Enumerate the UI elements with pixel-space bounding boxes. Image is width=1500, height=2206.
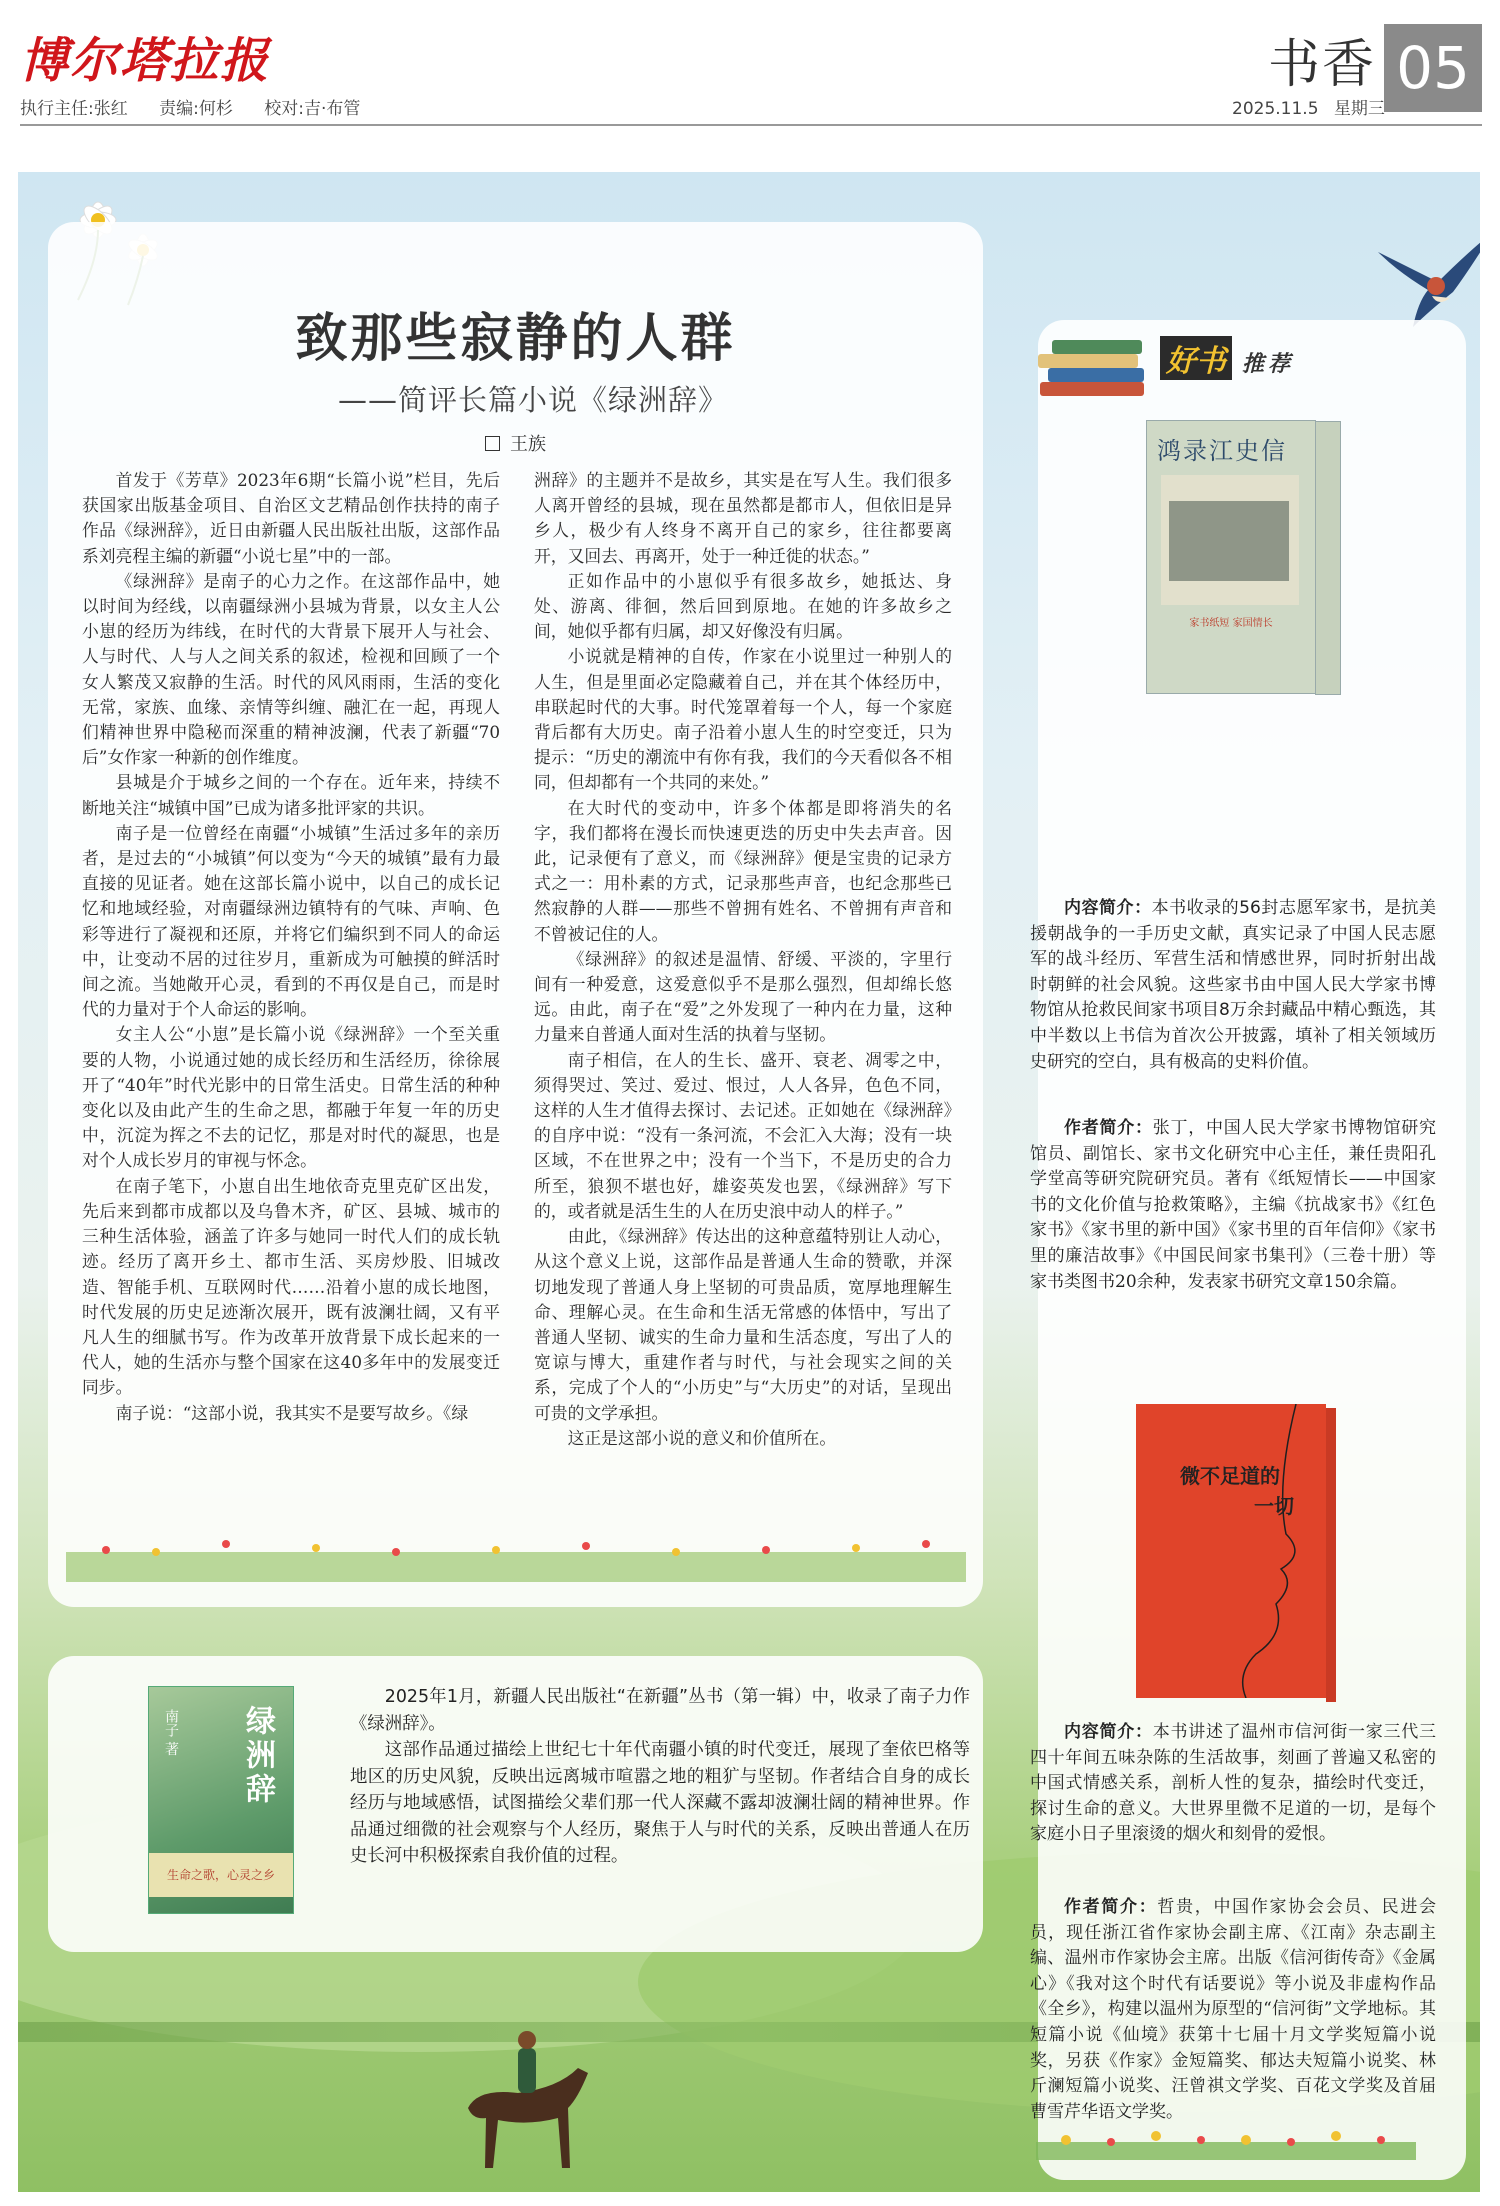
credit-proofreader: 校对:吉·布管: [264, 99, 361, 119]
paragraph: 南子是一位曾经在南疆“小城镇”生活过多年的亲历者，是过去的“小城镇”何以变为“今天的城镇”最有力最直接的见证者。她在这部长篇小说中，以自己的成长记忆和地域经验，对南疆绿洲边镇特有的气味、声响、色彩等进行了凝视和还原，并将它们编织到不同人的命运中，让变动不居的过往岁月，重新成为可触摸的鲜活时间之流。当她敞开心灵，看到的不再仅是自己，而是时代的力量对于个人命运的影响。: [82, 822, 500, 1020]
newspaper-logo: 博尔塔拉报: [20, 33, 271, 89]
cover-title-a: 微不足道的: [1180, 1464, 1280, 1488]
swallow-bird-icon: [1358, 212, 1480, 332]
cover-spine: [1315, 421, 1341, 695]
paragraph: 由此，《绿洲辞》传达出的这种意蕴特别让人动心，从这个意义上说，这部作品是普通人生命的赞歌，并深切地发现了普通人身上坚韧的可贵品质，宽厚地理解生命、理解心灵。在生命和生活无常感的体悟中，写出了普通人坚韧、诚实的生命力量和生活态度，写出了人的宽谅与博大，重建作者与时代，与社会现实之间的关系，完成了个人的“小历史”与“大历史”的对话，呈现出可贵的文学承担。: [534, 1226, 952, 1423]
recommend-heading: [1160, 336, 1294, 380]
article-byline: [485, 430, 546, 456]
paragraph: 首发于《芳草》2023年6期“长篇小说”栏目，先后获国家出版基金项目、自治区文艺精品创作扶持的南子作品《绿洲辞》，近日由新疆人民出版社出版，这部作品系刘亮程主编的新疆“小说七星”中的一部。: [82, 470, 500, 566]
credit-chief: 执行主任:张红: [20, 99, 128, 119]
paragraph: 这正是这部小说的意义和价值所在。: [567, 1427, 837, 1448]
dateline: [1222, 94, 1385, 119]
paragraph: 《绿洲辞》是南子的心力之作。在这部作品中，她以时间为经线，以南疆绿洲小县城为背景，以女主人公小崽的经历为纬线，在时代的大背景下展开人与社会、人与时代、人与人之间关系的叙述，检视和回顾了一个女人繁茂又寂静的生活。时代的风风雨雨，生活的变化无常，家族、血缘、亲情等纠缠、融汇在一起，再现人们精神世界中隐秘而深重的精神波澜，代表了新疆“70后”女作家一种新的创作维度。: [82, 570, 500, 768]
cover-spine: [1326, 1408, 1336, 1702]
book-stack-icon: [1034, 326, 1154, 406]
paragraph: 洲辞》的主题并不是故乡，其实是在写人生。我们很多人离开曾经的县城，现在虽然都是都市人，但依旧是异乡人，极少有人终身不离开自己的家乡，往往都要离开，又回去、再离开，处于一种迁徙的状态。”: [534, 470, 952, 566]
intro-label: 内容简介：: [1064, 898, 1152, 918]
cover-band: [149, 1853, 293, 1897]
author-label: 作者简介：: [1064, 1897, 1158, 1917]
author-label: 作者简介：: [1064, 1118, 1153, 1138]
byline-box-icon: [485, 436, 500, 451]
paragraph: 小说就是精神的自传，作家在小说里过一种别人的人生，但是里面必定隐藏着自己，并在其个体经历中，串联起时代的大事。时代笼罩着每一个人，每一个家庭背后都有大历史。南子沿着小崽人生的时空变迁，只为提示：“历史的潮流中有你有我，我们的今天看似各不相同，但却都有一个共同的来处。”: [534, 646, 952, 793]
face-profile-line-icon: [1136, 1404, 1326, 1698]
intro-text: 本书讲述了温州市信河街一家三代三四十年间五味杂陈的生活故事，刻画了普遍又私密的中国式情感关系，剖析人性的复杂，描绘时代变迁，探讨生命的意义。大世界里微不足道的一切，是每个家庭小日子里滚烫的烟火和刻骨的爱恨。: [1030, 1722, 1436, 1845]
book2-intro: [1030, 1720, 1436, 1848]
flower-meadow-icon: [66, 1522, 966, 1582]
credit-editor: 责编:何杉: [159, 99, 233, 119]
paragraph: 《绿洲辞》的叙述是温情、舒缓、平淡的，字里行间有一种爱意，这爱意似乎不是那么强烈，但却绵长悠远。由此，南子在“爱”之外发现了一种内在力量，这种力量来自普通人面对生活的执着与坚韧。: [534, 948, 952, 1045]
paragraph: 这部作品通过描绘上世纪七十年代南疆小镇的时代变迁，展现了奎依巴格等地区的历史风貌，反映出远离城市喧嚣之地的粗犷与坚韧。作者结合自身的成长经历与地域感悟，试图描绘父辈们那一代人深藏不露却波澜壮阔的精神世界。作品通过细微的社会观察与个人经历，聚焦于人与时代的关系，反映出普通人在历史长河中积极探索自我价值的过程。: [350, 1740, 970, 1866]
cover-tagline: 生命之歌，心灵之乡: [166, 1868, 275, 1882]
cover-group-photo: [1169, 501, 1289, 581]
article-title: 致那些寂静的人群: [295, 308, 736, 369]
paragraph: 女主人公“小崽”是长篇小说《绿洲辞》一个至关重要的人物，小说通过她的成长经历和生活经历，徐徐展开了“40年”时代光影中的日常生活史。日常生活的种种变化以及由此产生的生命之思，都融于年复一年的历史中，沉淀为挥之不去的记忆，那是对时代的凝思，也是对个人成长岁月的审视与怀念。: [82, 1024, 500, 1171]
author-text: 张丁，中国人民大学家书博物馆研究馆员、副馆长、家书文化研究中心主任，兼任贵阳孔学堂高等研究院研究员。著有《纸短情长——中国家书的文化价值与抢救策略》，主编《抗战家书》《红色家书》《家书里的新中国》《家书里的百年信仰》《家书里的廉洁故事》《中国民间家书集刊》（三卷十册）等家书类图书20余种，发表家书研究文章150余篇。: [1030, 1118, 1436, 1292]
flower-border-icon: [1036, 2120, 1416, 2160]
paragraph: 南子说：“这部小说，我其实不是要写故乡。《绿: [115, 1402, 469, 1423]
paragraph: 南子相信，在人的生长、盛开、衰老、凋零之中，须得哭过、笑过、爱过、恨过，人人各异，色色不同，这样的人生才值得去探讨、去记述。正如她在《绿洲辞》的自序中说：“没有一条河流，不会汇入大海；没有一块区域，不在世界之中；没有一个当下，不是历史的合力所至，狼狈不堪也好，雄姿英发也罢，《绿洲辞》写下的，或者就是活生生的人在历史浪中动人的样子。”: [534, 1049, 952, 1221]
book1-author: [1030, 1116, 1436, 1295]
cover-title-b: 一切: [1254, 1494, 1294, 1518]
main-article-panel: [48, 222, 983, 1607]
cover-title: 鸿录江史信: [1157, 437, 1287, 465]
article-column-2: [534, 468, 952, 1451]
book2-author: [1030, 1895, 1436, 2125]
paragraph: 正如作品中的小崽似乎有很多故乡，她抵达、身处、游离、徘徊，然后回到原地。在她的许多故乡之间，她似乎都有归属，却又好像没有归属。: [534, 570, 952, 642]
intro-text: 本书收录的56封志愿军家书，是抗美援朝战争的一手历史文献，真实记录了中国人民志愿军的战斗经历、军营生活和情感世界，同时折射出战时朝鲜的社会风貌。这些家书由中国人民大学家书博物馆从抢救民间家书项目8万余封藏品中精心甄选，其中半数以上书信为首次公开披露，填补了相关领域历史研究的空白，具有极高的史料价值。: [1030, 898, 1436, 1072]
book-cover-trivial-things: [1136, 1404, 1326, 1698]
intro-label: 内容简介：: [1064, 1722, 1153, 1742]
featured-book-description: [350, 1684, 970, 1870]
article-column-1: [82, 468, 500, 1426]
author-name: 王族: [510, 434, 546, 455]
paragraph: 在南子笔下，小崽自出生地依奇克里克矿区出发，先后来到都市成都以及乌鲁木齐，矿区、县城、城市的三种生活体验，涵盖了许多与她同一时代人们的成长轨迹。经历了离开乡土、都市生活、买房炒股、旧城改造、智能手机、互联网时代……沿着小崽的成长地图，时代发展的历史足迹渐次展开，既有波澜壮阔，又有平凡人生的细腻书写。作为改革开放背景下成长起来的一代人，她的生活亦与整个国家在这40多年中的发展变迁同步。: [82, 1175, 500, 1398]
paragraph: 县城是介于城乡之间的一个存在。近年来，持续不断地关注“城镇中国”已成为诸多批评家的共识。: [82, 772, 500, 818]
masthead-rule: [20, 124, 1482, 126]
page-number: 05: [1384, 24, 1482, 112]
issue-weekday: 星期三: [1333, 99, 1385, 119]
article-subtitle: ——简评长篇小说《绿洲辞》: [338, 383, 729, 417]
author-text: 哲贵，中国作家协会会员、民进会员，现任浙江省作家协会副主席、《江南》杂志副主编、温州市作家协会主席。出版《信河街传奇》《金属心》《我对这个时代有话要说》等小说及非虚构作品《全乡》，构建以温州为原型的“信河街”文学地标。其短篇小说《仙境》获第十七届十月文学奖短篇小说奖，另获《作家》金短篇奖、郁达夫短篇小说奖、林斤澜短篇小说奖、汪曾祺文学奖、百花文学奖及首届曹雪芹华语文学奖。: [1030, 1897, 1437, 2122]
cover-title: 绿洲辞: [240, 1705, 275, 1807]
recommend-heading-a: 好书: [1160, 336, 1232, 380]
book-cover-family-letters: [1146, 420, 1316, 694]
editor-credits: [20, 94, 386, 119]
masthead: [0, 0, 1500, 160]
issue-date: 2025.11.5: [1232, 99, 1319, 119]
horse-rider-icon: [438, 2008, 608, 2178]
paragraph: 2025年1月，新疆人民出版社“在新疆”丛书（第一辑）中，收录了南子力作《绿洲辞》。: [350, 1687, 970, 1734]
recommend-heading-b: 推荐: [1242, 351, 1295, 377]
cover-slogan: 家书纸短 家国情长: [1189, 618, 1273, 629]
section-name: 书香: [1268, 35, 1377, 95]
book1-intro: [1030, 896, 1436, 1075]
paragraph: 在大时代的变动中，许多个体都是即将消失的名字，我们都将在漫长而快速更迭的历史中失去声音。因此，记录便有了意义，而《绿洲辞》便是宝贵的记录方式之一：用朴素的方式，记录那些声音，也纪念那些已然寂静的人群——那些不曾拥有姓名、不曾拥有声音和不曾被记住的人。: [534, 797, 952, 944]
book-cover-lvzhouci: [148, 1686, 294, 1914]
cover-author: 南子 著: [163, 1709, 179, 1756]
